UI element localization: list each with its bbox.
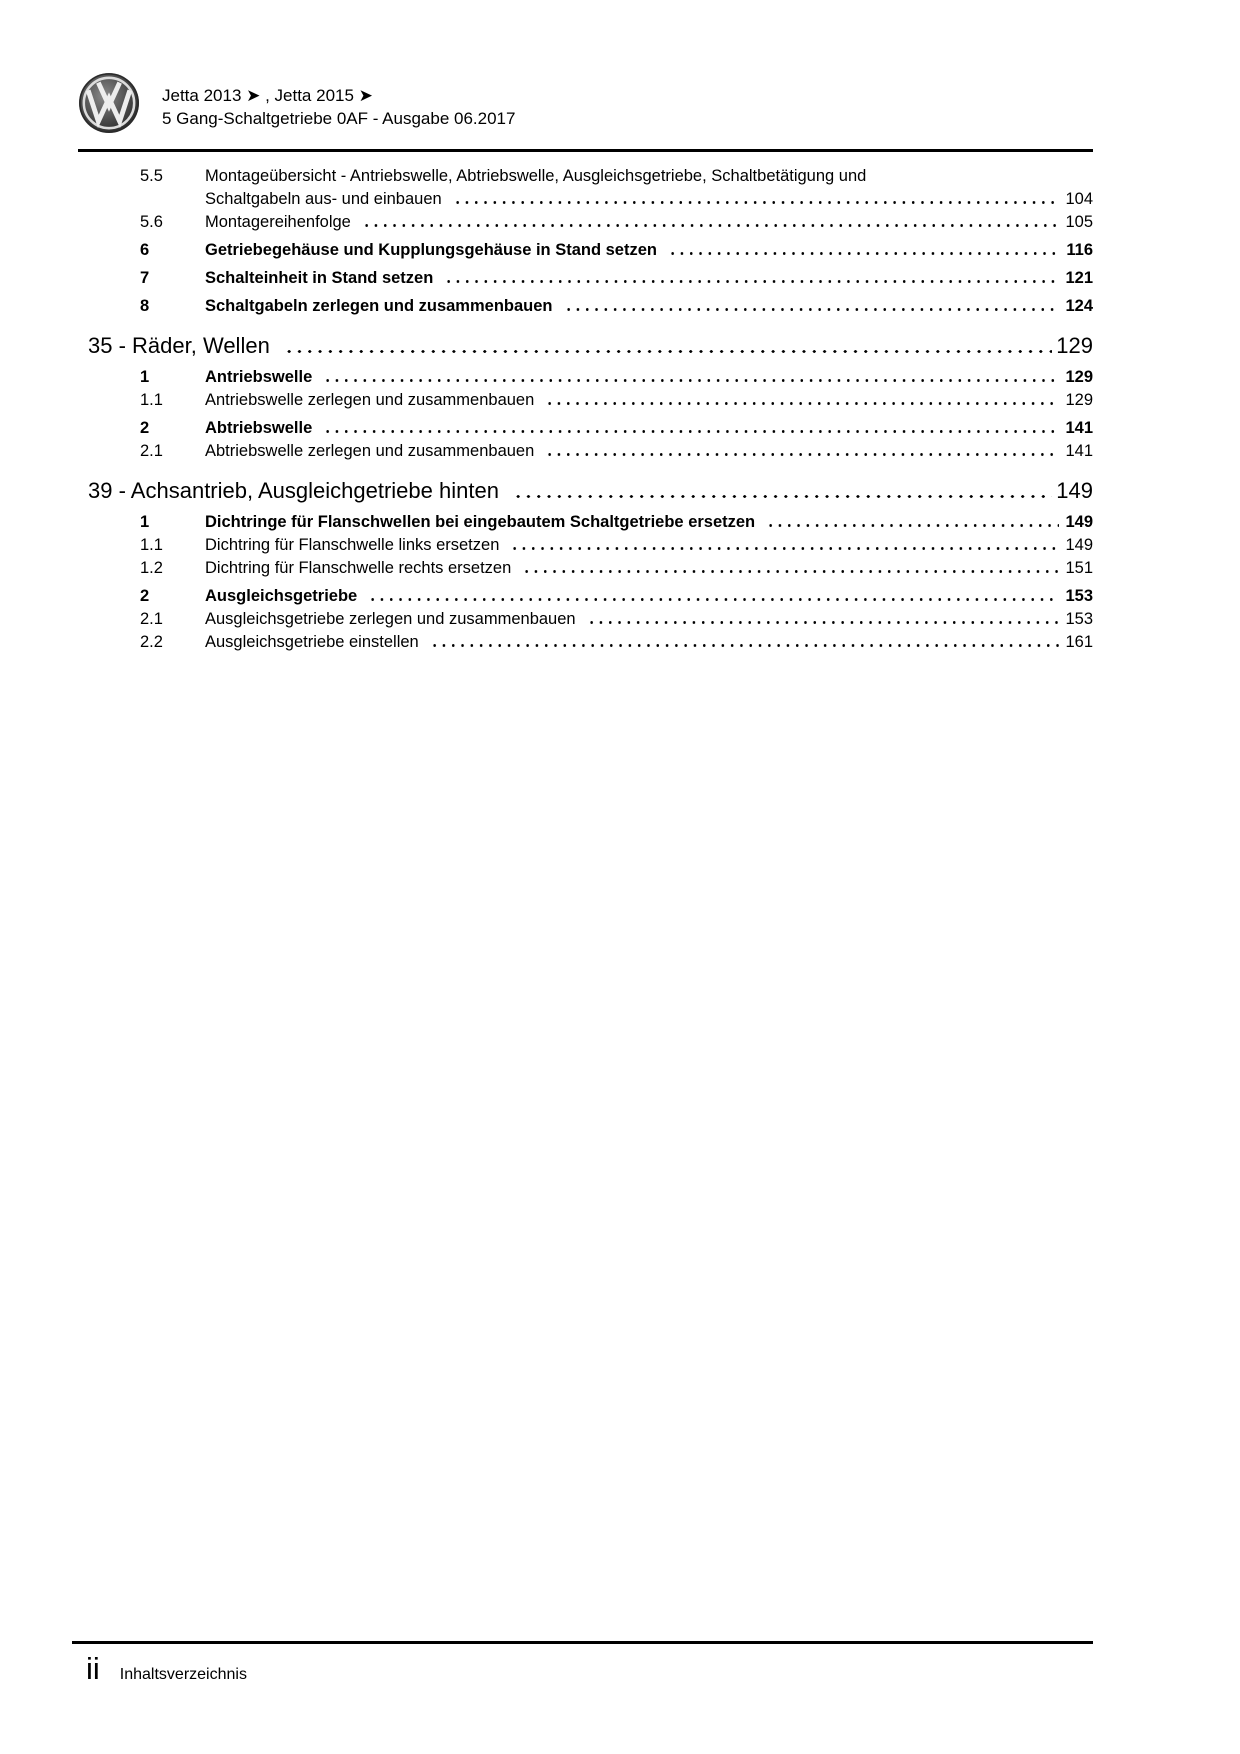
dot-leader (453, 201, 1059, 204)
toc-entry-row[interactable] (72, 295, 1093, 318)
entry-number: 2.1 (140, 610, 163, 628)
toc-entry-row[interactable] (72, 211, 1093, 234)
entry-page: 129 (1065, 368, 1093, 386)
vw-logo-icon (78, 72, 140, 134)
footer-label: Inhaltsverzeichnis (119, 1666, 247, 1683)
entry-number: 2.1 (140, 442, 163, 460)
chapter-page: 149 (1056, 478, 1093, 503)
entry-page: 129 (1065, 391, 1093, 409)
footer-page-number: ii (86, 1651, 100, 1686)
toc-entry-row[interactable] (72, 239, 1093, 262)
toc (72, 152, 1093, 654)
entry-page: 141 (1065, 442, 1093, 460)
header-model-line: Jetta 2013 ➤ , Jetta 2015 ➤ (162, 86, 373, 105)
entry-page: 141 (1065, 419, 1093, 437)
header-text (162, 72, 515, 130)
entry-body (205, 511, 1093, 534)
entry-title: Ausgleichsgetriebe einstellen (205, 633, 419, 651)
chapter-page: 129 (1056, 333, 1093, 358)
toc-entry-row[interactable] (72, 534, 1093, 557)
entry-number: 1.1 (140, 536, 163, 554)
entry-page: 151 (1065, 559, 1093, 577)
entry-title: Dichtringe für Flanschwellen bei eingebautem Schaltgetriebe ersetzen (205, 513, 756, 531)
dot-leader (430, 644, 1059, 647)
entry-title: Abtriebswelle zerlegen und zusammenbauen (205, 442, 535, 460)
dot-leader (362, 224, 1059, 227)
toc-entry-row[interactable] (72, 585, 1093, 608)
entry-page: 105 (1065, 213, 1093, 231)
dot-leader (323, 430, 1059, 433)
entry-page: 121 (1065, 269, 1093, 287)
entry-title: Abtriebswelle (205, 419, 313, 437)
entry-title: Schalteinheit in Stand setzen (205, 269, 434, 287)
entry-page: 149 (1065, 536, 1093, 554)
toc-chapter-row[interactable] (88, 331, 1093, 361)
entry-title: Antriebswelle (205, 368, 313, 386)
entry-page: 153 (1065, 610, 1093, 628)
page-footer (72, 1641, 1093, 1686)
entry-title: Ausgleichsgetriebe (205, 587, 358, 605)
dot-leader (284, 350, 1052, 354)
dot-leader (513, 495, 1052, 499)
dot-leader (545, 453, 1059, 456)
entry-page: 161 (1065, 633, 1093, 651)
entry-page: 116 (1066, 241, 1093, 259)
header-edition-line: 5 Gang-Schaltgetriebe 0AF - Ausgabe 06.2017 (162, 109, 516, 128)
entry-title: Ausgleichsgetriebe zerlegen und zusammenbauen (205, 610, 576, 628)
entry-body (205, 608, 1093, 631)
entry-title: Schaltgabeln aus- und einbauen (205, 190, 442, 208)
dot-leader (444, 280, 1059, 283)
entry-number: 2 (140, 419, 150, 437)
entry-body (205, 239, 1093, 262)
toc-entry-row[interactable] (72, 389, 1093, 412)
entry-number: 1 (140, 368, 150, 386)
dot-leader (510, 547, 1059, 550)
toc-entry-row[interactable] (72, 608, 1093, 631)
dot-leader (522, 570, 1059, 573)
entry-title: Dichtring für Flanschwelle rechts ersetzen (205, 559, 512, 577)
entry-page: 149 (1065, 513, 1093, 531)
entry-number: 5.6 (140, 213, 163, 231)
entry-number: 7 (140, 269, 150, 287)
toc-entry-row[interactable] (72, 557, 1093, 580)
dot-leader (323, 379, 1059, 382)
entry-title: Montagereihenfolge (205, 213, 351, 231)
entry-body (205, 165, 1093, 211)
toc-entry-row[interactable] (72, 267, 1093, 290)
entry-body (205, 389, 1093, 412)
toc-entry-row[interactable] (72, 417, 1093, 440)
entry-page: 124 (1065, 297, 1093, 315)
toc-entry-row[interactable] (72, 440, 1093, 463)
entry-body (205, 585, 1093, 608)
toc-chapter-row[interactable] (88, 476, 1093, 506)
toc-entry-row[interactable] (72, 165, 1093, 211)
dot-leader (766, 524, 1059, 527)
entry-page: 104 (1065, 190, 1093, 208)
entry-body (205, 211, 1093, 234)
entry-body (205, 440, 1093, 463)
dot-leader (368, 598, 1059, 601)
entry-body (205, 631, 1093, 654)
entry-title: Getriebegehäuse und Kupplungsgehäuse in Stand setzen (205, 241, 657, 259)
page-header (78, 72, 1093, 152)
dot-leader (545, 402, 1059, 405)
entry-number: 1 (140, 513, 150, 531)
entry-title: Dichtring für Flanschwelle links ersetzen (205, 536, 500, 554)
entry-number: 1.1 (140, 391, 163, 409)
toc-entry-row[interactable] (72, 511, 1093, 534)
entry-title: Schaltgabeln zerlegen und zusammenbauen (205, 297, 553, 315)
entry-body (205, 267, 1093, 290)
entry-number: 5.5 (140, 167, 163, 185)
entry-page: 153 (1065, 587, 1093, 605)
chapter-title: 35 - Räder, Wellen (88, 333, 270, 358)
entry-title-line: Montageübersicht - Antriebswelle, Abtriebswelle, Ausgleichsgetriebe, Schaltbetätigung und (205, 167, 867, 185)
entry-number: 1.2 (140, 559, 163, 577)
entry-body (205, 417, 1093, 440)
entry-body (205, 295, 1093, 318)
dot-leader (668, 252, 1059, 255)
entry-body (205, 557, 1093, 580)
toc-entry-row[interactable] (72, 631, 1093, 654)
entry-body (205, 534, 1093, 557)
chapter-title: 39 - Achsantrieb, Ausgleichgetriebe hinten (88, 478, 499, 503)
entry-number: 2.2 (140, 633, 163, 651)
dot-leader (587, 621, 1059, 624)
dot-leader (564, 308, 1060, 311)
entry-body (205, 366, 1093, 389)
entry-number: 8 (140, 297, 150, 315)
toc-entry-row[interactable] (72, 366, 1093, 389)
entry-title: Antriebswelle zerlegen und zusammenbauen (205, 391, 535, 409)
entry-number: 6 (140, 241, 150, 259)
entry-number: 2 (140, 587, 150, 605)
